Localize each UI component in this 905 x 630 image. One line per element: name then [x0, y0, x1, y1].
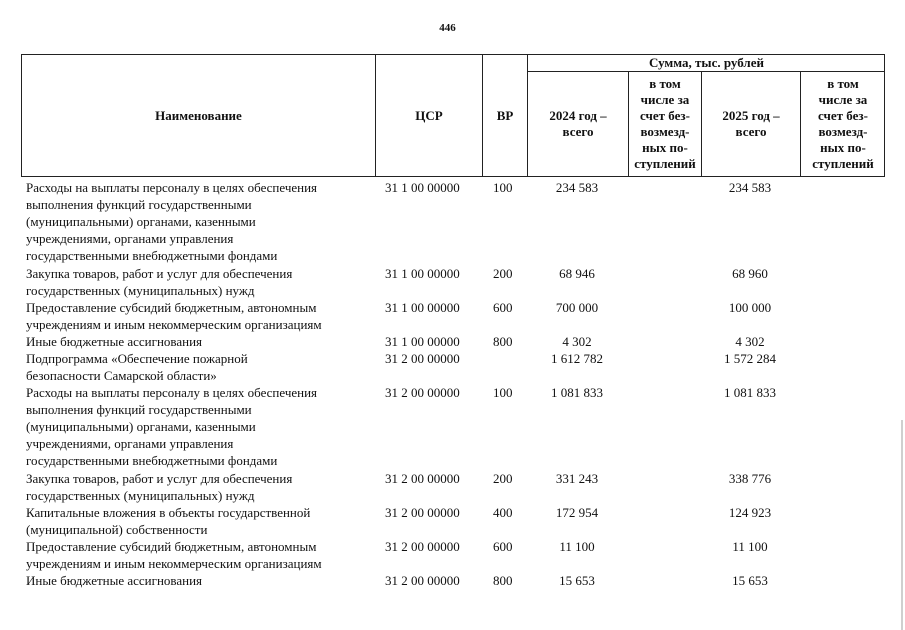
- page-number: 446: [439, 22, 456, 34]
- header-2025-total: 2025 год – всего: [722, 108, 780, 139]
- row-vr: 200: [493, 471, 513, 486]
- row-csr: 31 2 00 00000: [385, 385, 460, 400]
- row-sum-2025: 338 776: [728, 471, 772, 486]
- row-sum-2025: 4 302: [735, 334, 765, 349]
- row-name: Расходы на выплаты персоналу в целях обеспечения выполнения функций государственными (муниципальными) органами, казенными учреждениями, органами управления государственными внебюджетными фондами: [26, 180, 318, 263]
- table-header: [21, 54, 885, 177]
- scan-edge-divider: [901, 420, 903, 630]
- row-vr: 200: [493, 266, 513, 281]
- header-csr: ЦСР: [415, 107, 443, 123]
- row-name: Капитальные вложения в объекты государственной (муниципальной) собственности: [26, 505, 311, 537]
- row-sum-2024: 15 653: [559, 573, 595, 588]
- header-vr: ВР: [496, 107, 514, 123]
- header-2024-free: в том числе за счет без- возмезд- ных по- ступлений: [634, 76, 696, 171]
- row-name: Подпрограмма «Обеспечение пожарной безопасности Самарской области»: [26, 351, 248, 383]
- header-sum-group: Сумма, тыс. рублей: [649, 55, 764, 70]
- row-sum-2025: 100 000: [728, 300, 772, 315]
- row-sum-2024: 1 081 833: [551, 385, 603, 400]
- row-name: Иные бюджетные ассигнования: [26, 573, 203, 588]
- row-csr: 31 1 00 00000: [385, 180, 460, 195]
- row-vr: 600: [493, 539, 513, 554]
- row-csr: 31 1 00 00000: [385, 266, 460, 281]
- row-sum-2024: 234 583: [555, 180, 599, 195]
- row-sum-2025: 11 100: [732, 539, 768, 554]
- row-sum-2024: 700 000: [555, 300, 599, 315]
- row-sum-2025: 124 923: [728, 505, 772, 520]
- row-sum-2025: 68 960: [732, 266, 768, 281]
- row-sum-2024: 11 100: [559, 539, 595, 554]
- row-vr: 400: [493, 505, 513, 520]
- row-sum-2024: 68 946: [559, 266, 595, 281]
- row-vr: 100: [493, 385, 513, 400]
- row-csr: 31 2 00 00000: [385, 471, 460, 486]
- row-name: Расходы на выплаты персоналу в целях обеспечения выполнения функций государственными (муниципальными) органами, казенными учреждениями, органами управления государственными внебюджетными фондами: [26, 385, 318, 468]
- row-name: Предоставление субсидий бюджетным, автономным учреждениям и иным некоммерческим организациям: [26, 300, 322, 332]
- row-vr: 800: [493, 334, 513, 349]
- row-vr: 600: [493, 300, 513, 315]
- row-sum-2024: 172 954: [555, 505, 599, 520]
- row-vr: 100: [493, 180, 513, 195]
- row-sum-2024: 331 243: [555, 471, 599, 486]
- row-vr: 800: [493, 573, 513, 588]
- row-name: Предоставление субсидий бюджетным, автономным учреждениям и иным некоммерческим организациям: [26, 539, 322, 571]
- row-name: Закупка товаров, работ и услуг для обеспечения государственных (муниципальных) нужд: [26, 471, 293, 503]
- row-csr: 31 2 00 00000: [385, 539, 460, 554]
- row-sum-2025: 234 583: [728, 180, 772, 195]
- row-csr: 31 2 00 00000: [385, 351, 460, 366]
- row-sum-2024: 4 302: [562, 334, 592, 349]
- row-sum-2025: 1 572 284: [724, 351, 776, 366]
- header-2025-free: в том числе за счет без- возмезд- ных по- ступлений: [812, 76, 874, 171]
- row-csr: 31 1 00 00000: [385, 334, 460, 349]
- row-name: Закупка товаров, работ и услуг для обеспечения государственных (муниципальных) нужд: [26, 266, 293, 298]
- row-sum-2025: 1 081 833: [724, 385, 776, 400]
- row-csr: 31 2 00 00000: [385, 505, 460, 520]
- row-sum-2024: 1 612 782: [551, 351, 603, 366]
- row-csr: 31 1 00 00000: [385, 300, 460, 315]
- row-csr: 31 2 00 00000: [385, 573, 460, 588]
- row-sum-2025: 15 653: [732, 573, 768, 588]
- header-2024-total: 2024 год – всего: [549, 108, 607, 139]
- header-name: Наименование: [155, 107, 242, 123]
- row-name: Иные бюджетные ассигнования: [26, 334, 203, 349]
